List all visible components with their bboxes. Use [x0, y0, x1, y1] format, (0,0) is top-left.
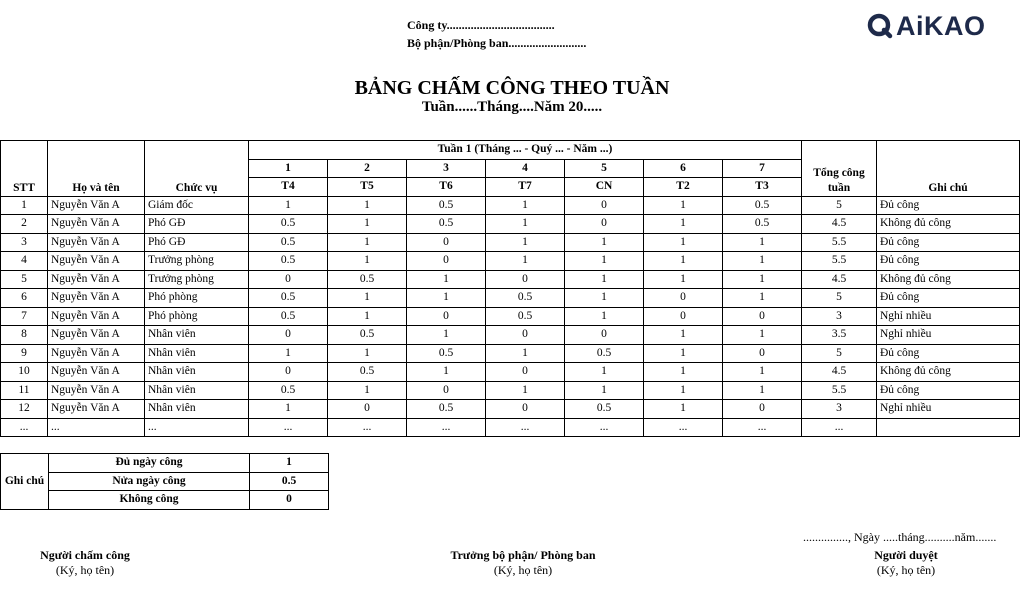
- cell-total: 4.5: [802, 215, 877, 234]
- cell-day: 0: [486, 270, 565, 289]
- cell-day: 1: [565, 270, 644, 289]
- cell-day: ...: [565, 418, 644, 437]
- cell-day: 0.5: [407, 344, 486, 363]
- cell-day: 1: [565, 381, 644, 400]
- day-number-header: 4: [486, 159, 565, 178]
- cell-total: 4.5: [802, 270, 877, 289]
- cell-name: Nguyễn Văn A: [48, 326, 145, 345]
- cell-day: 1: [486, 233, 565, 252]
- day-number-header: 7: [723, 159, 802, 178]
- cell-name: Nguyễn Văn A: [48, 215, 145, 234]
- cell-name: Nguyễn Văn A: [48, 252, 145, 271]
- cell-day: 0.5: [328, 270, 407, 289]
- cell-position: Nhân viên: [145, 344, 249, 363]
- cell-day: 1: [407, 326, 486, 345]
- cell-name: Nguyễn Văn A: [48, 233, 145, 252]
- cell-day: 0.5: [249, 307, 328, 326]
- department-name: Bộ phận/Phòng ban..........................: [407, 36, 587, 50]
- cell-stt: 4: [1, 252, 48, 271]
- day-name-header: T4: [249, 178, 328, 197]
- cell-day: 0.5: [486, 289, 565, 308]
- cell-day: 1: [328, 344, 407, 363]
- col-header-position: Chức vụ: [145, 141, 249, 197]
- cell-day: 0.5: [249, 289, 328, 308]
- day-name-header: T6: [407, 178, 486, 197]
- cell-name: ...: [48, 418, 145, 437]
- day-name-header: T5: [328, 178, 407, 197]
- cell-note: Nghỉ nhiều: [877, 326, 1020, 345]
- table-row: [1, 289, 1020, 308]
- cell-day: 1: [328, 307, 407, 326]
- cell-day: 0.5: [249, 381, 328, 400]
- cell-note: [877, 418, 1020, 437]
- cell-stt: 1: [1, 196, 48, 215]
- cell-name: Nguyễn Văn A: [48, 344, 145, 363]
- cell-day: 0.5: [407, 196, 486, 215]
- cell-day: 0.5: [407, 400, 486, 419]
- page-subtitle: Tuần......Tháng....Năm 20.....: [421, 99, 603, 115]
- cell-name: Nguyễn Văn A: [48, 381, 145, 400]
- cell-day: 1: [723, 363, 802, 382]
- signature-role: Người chấm công: [40, 548, 130, 562]
- cell-stt: 6: [1, 289, 48, 308]
- signature-hint: (Ký, họ tên): [55, 563, 115, 577]
- cell-total: 5: [802, 344, 877, 363]
- cell-day: 1: [644, 326, 723, 345]
- page-title: BẢNG CHẤM CÔNG THEO TUẦN: [354, 77, 670, 99]
- cell-total: 3: [802, 307, 877, 326]
- col-header-total: Tổng công tuần: [802, 141, 877, 197]
- cell-stt: 5: [1, 270, 48, 289]
- cell-day: 1: [486, 215, 565, 234]
- cell-day: 1: [328, 252, 407, 271]
- legend-row: [1, 491, 329, 510]
- table-row: [1, 326, 1020, 345]
- cell-day: 0: [486, 326, 565, 345]
- cell-position: Giám đốc: [145, 196, 249, 215]
- cell-day: 0: [644, 307, 723, 326]
- cell-day: 1: [644, 400, 723, 419]
- signature-hint: (Ký, họ tên): [493, 563, 553, 577]
- cell-note: Không đủ công: [877, 215, 1020, 234]
- cell-day: 1: [723, 270, 802, 289]
- legend-row: [1, 472, 329, 491]
- cell-day: 1: [644, 196, 723, 215]
- table-row: [1, 196, 1020, 215]
- magnifier-q-icon: [867, 13, 893, 39]
- cell-stt: 12: [1, 400, 48, 419]
- cell-day: 1: [407, 270, 486, 289]
- table-row: [1, 400, 1020, 419]
- cell-day: 0: [407, 252, 486, 271]
- cell-position: Phó GĐ: [145, 233, 249, 252]
- cell-day: 1: [723, 289, 802, 308]
- cell-day: 1: [328, 215, 407, 234]
- week-header: Tuần 1 (Tháng ... - Quý ... - Năm ...): [249, 141, 802, 160]
- col-header-note: Ghi chú: [877, 141, 1020, 197]
- cell-day: 1: [486, 252, 565, 271]
- cell-position: Phó GĐ: [145, 215, 249, 234]
- table-row: [1, 252, 1020, 271]
- cell-day: 1: [644, 363, 723, 382]
- cell-position: ...: [145, 418, 249, 437]
- signature-role: Trưởng bộ phận/ Phòng ban: [450, 548, 596, 562]
- cell-day: 1: [644, 381, 723, 400]
- cell-position: Nhân viên: [145, 326, 249, 345]
- cell-name: Nguyễn Văn A: [48, 196, 145, 215]
- table-row: [1, 344, 1020, 363]
- cell-note: Đủ công: [877, 196, 1020, 215]
- cell-day: 0.5: [723, 215, 802, 234]
- cell-day: ...: [486, 418, 565, 437]
- day-name-header: T7: [486, 178, 565, 197]
- cell-stt: 11: [1, 381, 48, 400]
- cell-stt: 9: [1, 344, 48, 363]
- cell-stt: ...: [1, 418, 48, 437]
- cell-position: Nhân viên: [145, 381, 249, 400]
- cell-day: 0: [644, 289, 723, 308]
- cell-day: 0: [565, 196, 644, 215]
- cell-total: 5.5: [802, 252, 877, 271]
- legend-label: Ghi chú: [1, 454, 49, 510]
- cell-day: ...: [328, 418, 407, 437]
- signature-timekeeper: [20, 548, 150, 578]
- cell-day: 0.5: [723, 196, 802, 215]
- day-number-header: 5: [565, 159, 644, 178]
- cell-total: 4.5: [802, 363, 877, 382]
- cell-day: 1: [644, 270, 723, 289]
- cell-day: 1: [249, 344, 328, 363]
- cell-day: 1: [486, 344, 565, 363]
- legend-row: [1, 454, 329, 473]
- signature-role: Người duyệt: [874, 548, 938, 562]
- legend-item-value: 0: [250, 491, 329, 510]
- cell-day: 1: [328, 289, 407, 308]
- cell-day: 1: [328, 196, 407, 215]
- cell-day: 1: [565, 233, 644, 252]
- cell-day: 1: [644, 233, 723, 252]
- cell-day: 1: [565, 289, 644, 308]
- cell-day: 0: [407, 307, 486, 326]
- cell-day: 1: [486, 196, 565, 215]
- legend-item-label: Nửa ngày công: [49, 472, 250, 491]
- signature-hint: (Ký, họ tên): [876, 563, 936, 577]
- cell-day: 1: [328, 381, 407, 400]
- cell-position: Nhân viên: [145, 400, 249, 419]
- day-number-header: 1: [249, 159, 328, 178]
- logo-text: AiKAO: [896, 10, 986, 41]
- cell-day: ...: [249, 418, 328, 437]
- cell-stt: 2: [1, 215, 48, 234]
- cell-day: 0: [249, 326, 328, 345]
- cell-day: 0.5: [249, 233, 328, 252]
- timesheet-table: [0, 140, 1020, 437]
- date-line: ..............., Ngày .....tháng..........năm.......: [803, 530, 997, 544]
- cell-note: Không đủ công: [877, 270, 1020, 289]
- cell-day: 0: [249, 363, 328, 382]
- cell-stt: 10: [1, 363, 48, 382]
- cell-day: 1: [249, 400, 328, 419]
- cell-day: 1: [565, 307, 644, 326]
- cell-name: Nguyễn Văn A: [48, 289, 145, 308]
- cell-name: Nguyễn Văn A: [48, 307, 145, 326]
- cell-total: 5: [802, 289, 877, 308]
- cell-day: 1: [723, 326, 802, 345]
- cell-day: 0.5: [249, 252, 328, 271]
- cell-position: Phó phòng: [145, 289, 249, 308]
- day-name-header: CN: [565, 178, 644, 197]
- cell-stt: 3: [1, 233, 48, 252]
- cell-name: Nguyễn Văn A: [48, 363, 145, 382]
- cell-day: 1: [328, 233, 407, 252]
- cell-day: 1: [644, 252, 723, 271]
- legend-item-value: 0.5: [250, 472, 329, 491]
- cell-day: 1: [723, 233, 802, 252]
- cell-day: 0.5: [328, 326, 407, 345]
- cell-day: 1: [644, 215, 723, 234]
- cell-day: 0: [328, 400, 407, 419]
- cell-day: ...: [407, 418, 486, 437]
- cell-day: 1: [565, 363, 644, 382]
- cell-total: ...: [802, 418, 877, 437]
- cell-name: Nguyễn Văn A: [48, 270, 145, 289]
- cell-day: 0: [565, 326, 644, 345]
- cell-day: 1: [407, 289, 486, 308]
- cell-day: 0.5: [328, 363, 407, 382]
- cell-day: 1: [565, 252, 644, 271]
- cell-note: Đủ công: [877, 289, 1020, 308]
- day-number-header: 2: [328, 159, 407, 178]
- cell-note: Đủ công: [877, 252, 1020, 271]
- cell-total: 3.5: [802, 326, 877, 345]
- cell-position: Phó phòng: [145, 307, 249, 326]
- cell-day: 0: [407, 381, 486, 400]
- cell-stt: 7: [1, 307, 48, 326]
- cell-total: 5.5: [802, 233, 877, 252]
- table-row: [1, 381, 1020, 400]
- table-row: [1, 363, 1020, 382]
- table-row: [1, 233, 1020, 252]
- signature-approver: [846, 548, 966, 578]
- cell-position: Trưởng phòng: [145, 252, 249, 271]
- cell-day: 0.5: [486, 307, 565, 326]
- cell-stt: 8: [1, 326, 48, 345]
- legend-item-label: Đủ ngày công: [49, 454, 250, 473]
- day-number-header: 6: [644, 159, 723, 178]
- legend-item-label: Không công: [49, 491, 250, 510]
- cell-day: 0.5: [249, 215, 328, 234]
- cell-note: Không đủ công: [877, 363, 1020, 382]
- table-row: [1, 418, 1020, 437]
- cell-note: Đủ công: [877, 233, 1020, 252]
- day-number-header: 3: [407, 159, 486, 178]
- cell-day: 0.5: [565, 400, 644, 419]
- cell-total: 3: [802, 400, 877, 419]
- cell-name: Nguyễn Văn A: [48, 400, 145, 419]
- cell-day: 1: [486, 381, 565, 400]
- cell-day: ...: [723, 418, 802, 437]
- company-info: [407, 16, 586, 52]
- cell-day: 1: [644, 344, 723, 363]
- cell-note: Đủ công: [877, 381, 1020, 400]
- cell-day: 1: [723, 252, 802, 271]
- cell-day: 0: [723, 400, 802, 419]
- day-name-header: T3: [723, 178, 802, 197]
- cell-total: 5: [802, 196, 877, 215]
- table-row: [1, 270, 1020, 289]
- col-header-name: Họ và tên: [48, 141, 145, 197]
- cell-day: 0.5: [407, 215, 486, 234]
- cell-position: Trưởng phòng: [145, 270, 249, 289]
- cell-day: 1: [723, 381, 802, 400]
- cell-day: 0: [723, 344, 802, 363]
- day-name-header: T2: [644, 178, 723, 197]
- signature-department-head: [412, 548, 634, 578]
- cell-day: 0: [407, 233, 486, 252]
- brand-logo: [867, 8, 986, 44]
- cell-day: 1: [407, 363, 486, 382]
- company-name: Công ty....................................: [407, 18, 555, 32]
- table-row: [1, 215, 1020, 234]
- cell-note: Nghỉ nhiều: [877, 400, 1020, 419]
- legend-table: [0, 453, 329, 510]
- cell-day: 0: [723, 307, 802, 326]
- table-row: [1, 307, 1020, 326]
- cell-day: 1: [249, 196, 328, 215]
- cell-position: Nhân viên: [145, 363, 249, 382]
- cell-note: Nghỉ nhiều: [877, 307, 1020, 326]
- cell-day: 0: [249, 270, 328, 289]
- col-header-stt: STT: [1, 141, 48, 197]
- cell-day: ...: [644, 418, 723, 437]
- cell-day: 0: [486, 363, 565, 382]
- cell-day: 0: [486, 400, 565, 419]
- cell-day: 0.5: [565, 344, 644, 363]
- cell-note: Đủ công: [877, 344, 1020, 363]
- legend-item-value: 1: [250, 454, 329, 473]
- cell-day: 0: [565, 215, 644, 234]
- cell-total: 5.5: [802, 381, 877, 400]
